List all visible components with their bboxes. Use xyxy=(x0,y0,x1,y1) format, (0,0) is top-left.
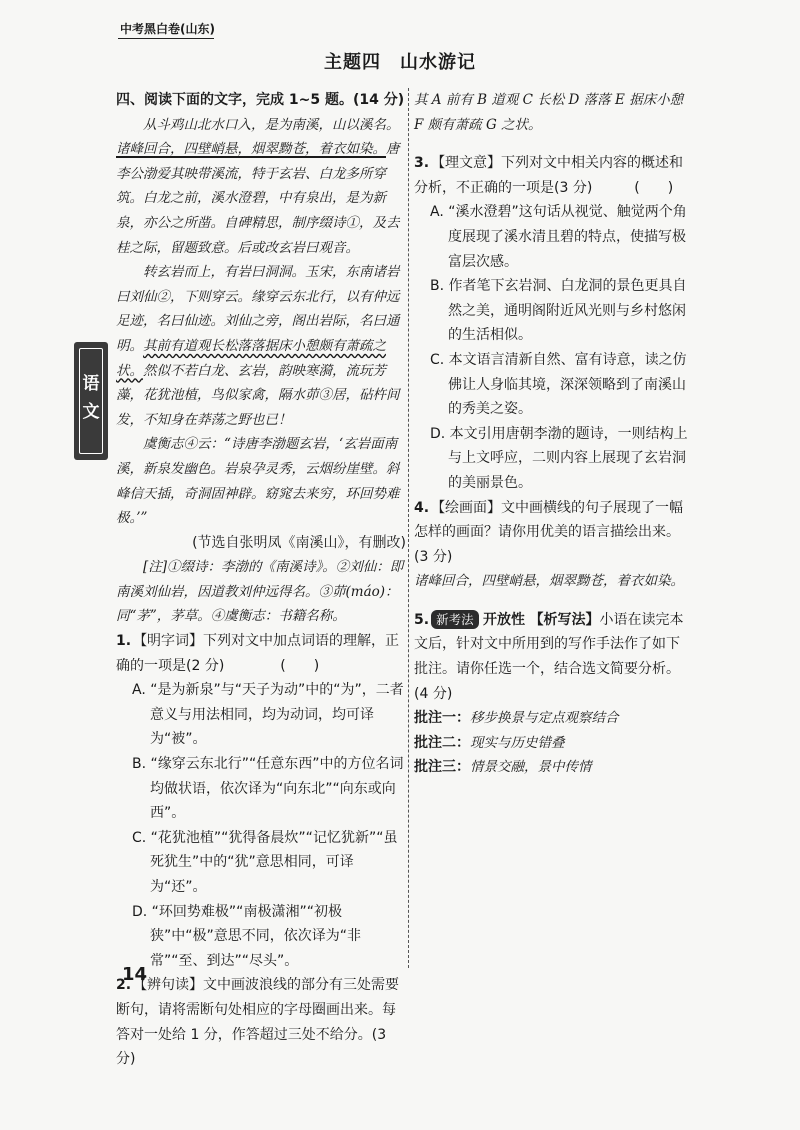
subject-tab-char-2: 文 xyxy=(82,402,100,422)
question-4-number: 4. xyxy=(414,499,430,516)
passage-p1-pre: 从斗鸡山北水口入，是为南溪，山以溪名。 xyxy=(143,116,400,133)
question-1-number: 1. xyxy=(116,633,132,650)
question-5-tag-method: 【析写法】 xyxy=(529,611,600,628)
subject-tab xyxy=(74,342,108,460)
annotation-1 xyxy=(414,706,692,731)
question-2-answer: 其 A 前有 B 道观 C 长松 D 落落 E 据床小憩 F 颇有萧疏 G 之状。 xyxy=(414,92,684,133)
question-3-text: 【理文意】下列对文中相关内容的概述和分析，不正确的一项是(3 分) ( ) xyxy=(414,155,684,196)
question-3-option-b: B. 作者笔下玄岩洞、白龙洞的景色更具自然之美，通明阁附近风光则与乡村悠闲的生活相似。 xyxy=(430,278,687,344)
passage-p2-pre: 转玄岩而上，有岩曰洞洞。玉宋，东南诸岩曰刘仙②，下则穿云。缘穿云东北行，以有仲远足迹，名曰仙迹。刘仙之旁，阁出岩际，名曰通明。 xyxy=(116,264,400,354)
left-column xyxy=(116,88,406,1072)
annotation-2-text: 现实与历史错叠 xyxy=(470,734,565,751)
annotation-3-label: 批注三： xyxy=(414,759,470,776)
passage-notes: [注]①缀诗：李渤的《南溪诗》。②刘仙：即南溪刘仙岩，因道教刘仲远得名。③茆(máo)：同“茅”，茅草。④虞衡志：书籍名称。 xyxy=(116,559,404,625)
new-method-badge: 新考法 xyxy=(431,610,479,629)
annotation-3-text: 情景交融，景中传情 xyxy=(470,759,592,776)
annotation-2-label: 批注二： xyxy=(414,734,470,751)
question-2-stem xyxy=(116,973,406,1071)
right-column xyxy=(414,88,692,780)
question-3-option-a: A. “溪水澄碧”这句话从视觉、触觉两个角度展现了溪水清且碧的特点，使描写极富层次感。 xyxy=(430,204,687,270)
question-1-option-c: C. “花犹池植”“犹得备晨炊”“记忆犹新”“虽死犹生”中的“犹”意思相同，可译为“还”。 xyxy=(132,829,398,895)
passage-paragraph-3: 虞衡志④云：“诗唐李渤题玄岩，‘玄岩面南溪，新泉发幽色。岩泉孕灵秀，云烟纷崖壁。斜峰信天插，奇洞固神辟。窈窕去来穷，环回势难极。’” xyxy=(116,436,400,527)
annotation-1-text: 移步换景与定点观察结合 xyxy=(470,710,619,727)
question-1-option-b: B. “缘穿云东北行”“任意东西”中的方位名词均做状语，依次译为“向东北”“向东或向西”。 xyxy=(132,756,404,822)
annotation-3 xyxy=(414,755,692,780)
question-3-option-d: D. 本文引用唐朝李渤的题诗，一则结构上与上文呼应，二则内容上展现了玄岩洞的美丽景色。 xyxy=(430,425,688,491)
question-5-tag-open: 开放性 xyxy=(483,611,526,628)
passage-p2-wavy: 其前有道观长松落落据床小憩颇有萧疏之状。 xyxy=(116,337,386,379)
question-3-stem xyxy=(414,151,692,200)
question-2-number: 2. xyxy=(116,977,132,994)
passage-paragraph-2 xyxy=(116,260,406,432)
passage-p2-post: 然似不若白龙、玄岩，韵映寒漪，流玩芳藻，花犹池植，鸟似家禽，隔水茆③居，砧杵间发，不知身在莽荡之野也已！ xyxy=(116,362,400,428)
subject-tab-text xyxy=(74,370,108,426)
question-5-stem xyxy=(414,608,692,706)
question-1-option-a: A. “是为新泉”与“天子为动”中的“为”，二者意义与用法相同，均为动词，均可译为“被”。 xyxy=(132,682,404,748)
page-header: 中考黑白卷(山东) xyxy=(120,22,215,36)
question-1-option-d: D. “环回势难极”“南极潇湘”“初极狭”中“极”意思不同，依次译为“非常”“至、到达”“尽头”。 xyxy=(132,903,362,969)
question-4-answer: 诸峰回合，四壁峭悬，烟翠黝苍，着衣如染。 xyxy=(414,573,684,590)
passage-source: (节选自张明凤《南溪山》，有删改) xyxy=(192,534,406,551)
passage-paragraph-1 xyxy=(116,113,406,261)
annotation-1-label: 批注一： xyxy=(414,710,470,727)
question-2-text: 【辨句读】文中画波浪线的部分有三处需要断句，请将需断句处相应的字母圈画出来。每答对一处给 1 分，作答超过三处不给分。(3 分) xyxy=(116,977,400,1068)
question-5-text: 小语在读完本文后，针对文中所用到的写作手法作了如下批注。请你任选一个，结合选文简要分析。(4 分) xyxy=(414,611,684,702)
question-3-number: 3. xyxy=(414,155,430,172)
header-rule xyxy=(118,38,214,39)
spacer xyxy=(414,594,692,608)
page-title: 主题四 山水游记 xyxy=(324,52,476,73)
subject-tab-char-1: 语 xyxy=(82,374,100,394)
question-4-stem xyxy=(414,496,692,570)
column-divider xyxy=(408,88,409,968)
annotation-2 xyxy=(414,731,692,756)
question-1-stem xyxy=(116,629,406,678)
page-number: 14 xyxy=(122,964,148,985)
section-title: 四、阅读下面的文字，完成 1~5 题。(14 分) xyxy=(116,92,405,108)
question-5-number: 5. xyxy=(414,611,430,628)
question-4-text: 【绘画面】文中画横线的句子展现了一幅怎样的画面？请你用优美的语言描绘出来。(3 分) xyxy=(414,499,684,565)
passage-p1-underlined: 诸峰回合，四壁峭悬，烟翠黝苍，着衣如染。 xyxy=(116,141,386,158)
question-1-text: 【明字词】下列对文中加点词语的理解，正确的一项是(2 分) ( ) xyxy=(116,633,400,674)
passage-p1-post: 唐李公渤爱其映带溪流，特于玄岩、白龙多所穿筑。白龙之前，溪水澄碧，中有泉出，是为新泉，亦公之所凿。自碑精思，制序缀诗①，及去桂之际，留题致意。后或改玄岩曰观音。 xyxy=(116,141,400,256)
spacer xyxy=(414,137,692,151)
question-3-option-c: C. 本文语言清新自然、富有诗意，读之仿佛让人身临其境，深深领略到了南溪山的秀美之姿。 xyxy=(430,351,687,418)
